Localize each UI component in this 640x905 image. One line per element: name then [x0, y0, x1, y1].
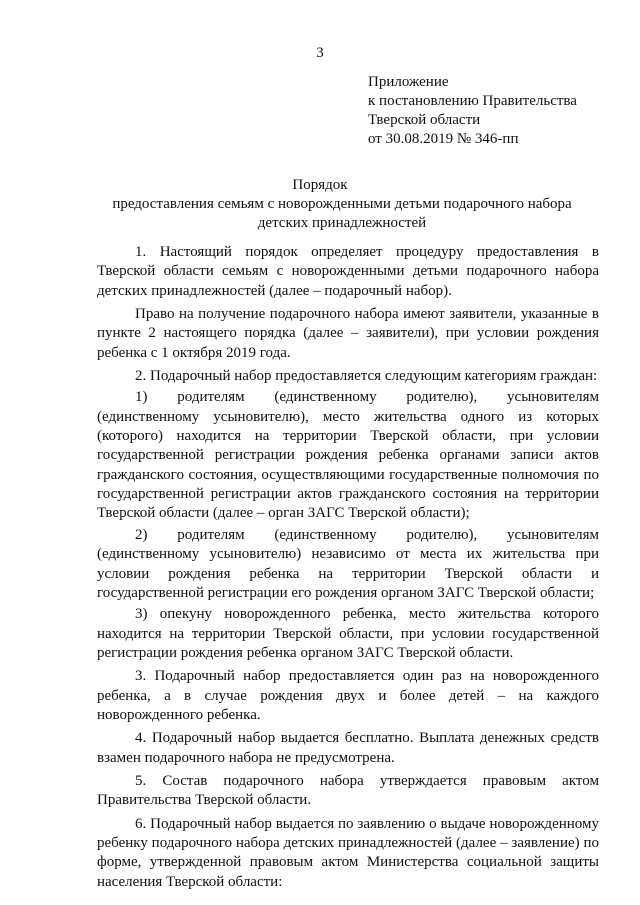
appendix-line: Приложение: [368, 74, 449, 90]
list-item: 3) опекуну новорожденного ребенка, место жительства которого находится на территории Тверской области, при условии государственной регистрации рождения ребенка органом ЗАГС Тверской области.: [97, 606, 599, 661]
appendix-line: Тверской области: [368, 112, 481, 128]
paragraph: 5. Состав подарочного набора утверждается правовым актом Правительства Тверской области.: [97, 772, 599, 809]
list-item: 1) родителям (единственному родителю), усыновителям (единственному усыновителю), место жительства одного из которых (которого) находится на территории Тверской области, при условии государственной регистрации рождения ребенка органами записи актов гражданского состояния, осуществляющими государственные полномочия по государственной регистрации актов гражданского состояния на территории Тверской области (далее – орган ЗАГС Тверской области);: [97, 389, 599, 522]
document-subtitle: предоставления семьям с новорожденными детьми подарочного набора детских принадлежностей: [112, 196, 572, 231]
document-body: [97, 243, 599, 896]
paragraph: 2. Подарочный набор предоставляется следующим категориям граждан:: [135, 368, 598, 385]
appendix-line: к постановлению Правительства: [368, 93, 577, 109]
document-title: Порядок: [292, 177, 348, 193]
paragraph: 1. Настоящий порядок определяет процедуру предоставления в Тверской области семьям с новорожденными детьми подарочного набора детских принадлежностей (далее – подарочный набор).: [97, 244, 599, 299]
appendix-date-line: от 30.08.2019 № 346-пп: [368, 131, 519, 147]
paragraph: Право на получение подарочного набора имеют заявители, указанные в пункте 2 настоящего порядка (далее – заявители), при условии рождения ребенка с 1 октября 2019 года.: [97, 306, 599, 361]
paragraph: 6. Подарочный набор выдается по заявлению о выдаче новорожденному ребенку подарочного набора детских принадлежностей (далее – заявление) по форме, утвержденной правовым актом Министерства социальной защиты населения Тверской области:: [97, 815, 599, 890]
paragraph: 4. Подарочный набор выдается бесплатно. Выплата денежных средств взамен подарочного набора не предусмотрена.: [97, 730, 599, 766]
paragraph: 3. Подарочный набор предоставляется один раз на новорожденного ребенка, а в случае рождения двух и более детей – на каждого новорожденного ребенка.: [97, 668, 599, 723]
list-item: 2) родителям (единственному родителю), усыновителям (единственному усыновителю) независимо от места их жительства при условии рождения ребенка на территории Тверской области и государственной регистрации его рождения органом ЗАГС Тверской области;: [97, 526, 599, 601]
page-number: 3: [316, 45, 324, 61]
appendix-block: [368, 73, 577, 149]
